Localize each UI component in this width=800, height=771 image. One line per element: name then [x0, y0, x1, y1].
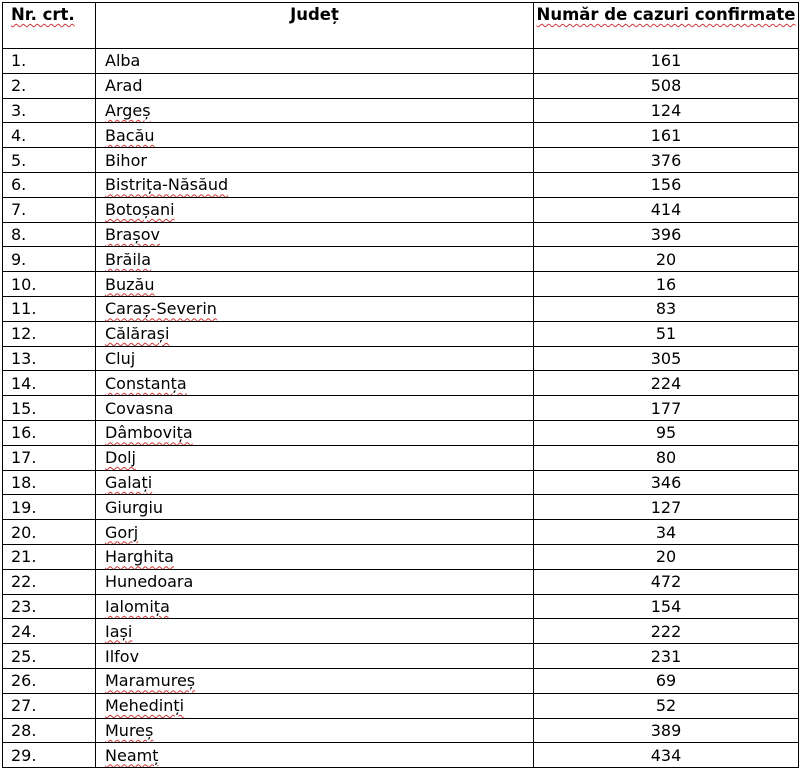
county-name: Covasna [105, 398, 174, 418]
confirmed-cases-cell: 224 [534, 371, 799, 396]
row-number: 21. [3, 544, 96, 569]
table-row [3, 247, 799, 272]
county-cell [96, 346, 534, 371]
confirmed-cases-cell: 16 [534, 272, 799, 297]
county-name: Caraș-Severin [105, 299, 217, 319]
confirmed-cases-cell: 177 [534, 396, 799, 421]
table-row [3, 73, 799, 98]
table-row [3, 272, 799, 297]
confirmed-cases-cell: 20 [534, 247, 799, 272]
row-number: 23. [3, 594, 96, 619]
row-number: 11. [3, 296, 96, 321]
county-name: Ialomița [105, 596, 170, 616]
table-row [3, 594, 799, 619]
row-number: 15. [3, 396, 96, 421]
county-cell [96, 197, 534, 222]
row-number: 22. [3, 569, 96, 594]
table-row [3, 445, 799, 470]
confirmed-cases-cell: 305 [534, 346, 799, 371]
county-name: Buzău [105, 274, 155, 294]
table-row [3, 123, 799, 148]
table-row [3, 520, 799, 545]
row-number: 10. [3, 272, 96, 297]
confirmed-cases-cell: 95 [534, 420, 799, 445]
county-name: Dâmbovița [105, 423, 193, 443]
table-row [3, 644, 799, 669]
county-name: Neamț [105, 745, 159, 765]
row-number: 27. [3, 693, 96, 718]
county-cell [96, 743, 534, 768]
county-name: Cluj [105, 348, 136, 368]
county-name: Bacău [105, 125, 155, 145]
county-cell [96, 693, 534, 718]
row-number: 9. [3, 247, 96, 272]
county-name: Bihor [105, 150, 147, 170]
confirmed-cases-cell: 508 [534, 73, 799, 98]
county-cell [96, 296, 534, 321]
county-name: Ilfov [105, 646, 140, 666]
county-cell [96, 172, 534, 197]
row-number: 24. [3, 619, 96, 644]
table-row [3, 49, 799, 74]
county-cell [96, 321, 534, 346]
row-number: 16. [3, 420, 96, 445]
row-number: 6. [3, 172, 96, 197]
county-name: Botoșani [105, 200, 175, 220]
confirmed-cases-cell: 414 [534, 197, 799, 222]
table-row [3, 420, 799, 445]
row-number: 14. [3, 371, 96, 396]
table-row [3, 544, 799, 569]
header-row [3, 3, 799, 49]
county-name: Galați [105, 472, 153, 492]
county-name: Constanța [105, 373, 187, 393]
confirmed-cases-cell: 127 [534, 495, 799, 520]
header-nr-crt-label: Nr. crt. [11, 5, 75, 24]
confirmed-cases-cell: 51 [534, 321, 799, 346]
row-number: 17. [3, 445, 96, 470]
county-name: Dolj [105, 448, 136, 468]
cases-table [2, 2, 799, 768]
table-row [3, 371, 799, 396]
county-cell [96, 148, 534, 173]
county-cell [96, 644, 534, 669]
county-name: Giurgiu [105, 497, 164, 517]
confirmed-cases-cell: 156 [534, 172, 799, 197]
confirmed-cases-cell: 222 [534, 619, 799, 644]
county-name: Brăila [105, 249, 152, 269]
row-number: 20. [3, 520, 96, 545]
table-row [3, 197, 799, 222]
county-name: Argeș [105, 100, 151, 120]
header-cazuri-label: Număr de cazuri confirmate [536, 5, 796, 24]
confirmed-cases-cell: 34 [534, 520, 799, 545]
county-cell [96, 247, 534, 272]
table-row [3, 569, 799, 594]
header-nr-crt [3, 3, 96, 49]
table-row [3, 396, 799, 421]
row-number: 12. [3, 321, 96, 346]
table-row [3, 668, 799, 693]
county-cell [96, 371, 534, 396]
row-number: 25. [3, 644, 96, 669]
county-cell [96, 470, 534, 495]
row-number: 19. [3, 495, 96, 520]
confirmed-cases-cell: 69 [534, 668, 799, 693]
table-row [3, 148, 799, 173]
table-row [3, 98, 799, 123]
row-number: 1. [3, 49, 96, 74]
header-judet-label: Județ [290, 5, 339, 24]
county-cell [96, 73, 534, 98]
confirmed-cases-cell: 52 [534, 693, 799, 718]
row-number: 4. [3, 123, 96, 148]
confirmed-cases-cell: 434 [534, 743, 799, 768]
confirmed-cases-cell: 83 [534, 296, 799, 321]
county-name: Iași [105, 621, 133, 641]
county-cell [96, 619, 534, 644]
county-cell [96, 445, 534, 470]
confirmed-cases-cell: 376 [534, 148, 799, 173]
confirmed-cases-cell: 389 [534, 718, 799, 743]
confirmed-cases-cell: 396 [534, 222, 799, 247]
table-row [3, 495, 799, 520]
county-name: Bistrița-Năsăud [105, 175, 229, 195]
county-name: Mureș [105, 720, 154, 740]
confirmed-cases-cell: 154 [534, 594, 799, 619]
county-cell [96, 222, 534, 247]
county-cell [96, 668, 534, 693]
row-number: 8. [3, 222, 96, 247]
table-body [3, 49, 799, 768]
county-name: Mehedinți [105, 696, 185, 716]
county-name: Hunedoara [105, 572, 194, 592]
row-number: 29. [3, 743, 96, 768]
county-name: Maramureș [105, 671, 196, 691]
header-judet [96, 3, 534, 49]
confirmed-cases-cell: 161 [534, 123, 799, 148]
row-number: 5. [3, 148, 96, 173]
county-name: Harghita [105, 547, 174, 567]
table-row [3, 346, 799, 371]
county-cell [96, 594, 534, 619]
header-cazuri [534, 3, 799, 49]
confirmed-cases-cell: 124 [534, 98, 799, 123]
table-row [3, 296, 799, 321]
table-row [3, 693, 799, 718]
table-row [3, 743, 799, 768]
county-cell [96, 49, 534, 74]
county-name: Arad [105, 76, 143, 96]
row-number: 28. [3, 718, 96, 743]
table-row [3, 222, 799, 247]
county-name: Brașov [105, 224, 160, 244]
confirmed-cases-cell: 20 [534, 544, 799, 569]
county-cell [96, 718, 534, 743]
county-name: Călărași [105, 324, 170, 344]
county-cell [96, 98, 534, 123]
confirmed-cases-cell: 231 [534, 644, 799, 669]
county-cell [96, 123, 534, 148]
confirmed-cases-cell: 472 [534, 569, 799, 594]
county-cell [96, 272, 534, 297]
row-number: 2. [3, 73, 96, 98]
table-row [3, 619, 799, 644]
county-name: Gorj [105, 522, 139, 542]
county-cell [96, 544, 534, 569]
row-number: 7. [3, 197, 96, 222]
row-number: 26. [3, 668, 96, 693]
confirmed-cases-cell: 161 [534, 49, 799, 74]
confirmed-cases-cell: 346 [534, 470, 799, 495]
county-cell [96, 569, 534, 594]
table-row [3, 321, 799, 346]
county-name: Alba [105, 51, 141, 71]
county-cell [96, 495, 534, 520]
table-row [3, 172, 799, 197]
table-row [3, 718, 799, 743]
table-row [3, 470, 799, 495]
row-number: 18. [3, 470, 96, 495]
county-cell [96, 396, 534, 421]
county-cell [96, 420, 534, 445]
confirmed-cases-cell: 80 [534, 445, 799, 470]
row-number: 13. [3, 346, 96, 371]
county-cell [96, 520, 534, 545]
row-number: 3. [3, 98, 96, 123]
